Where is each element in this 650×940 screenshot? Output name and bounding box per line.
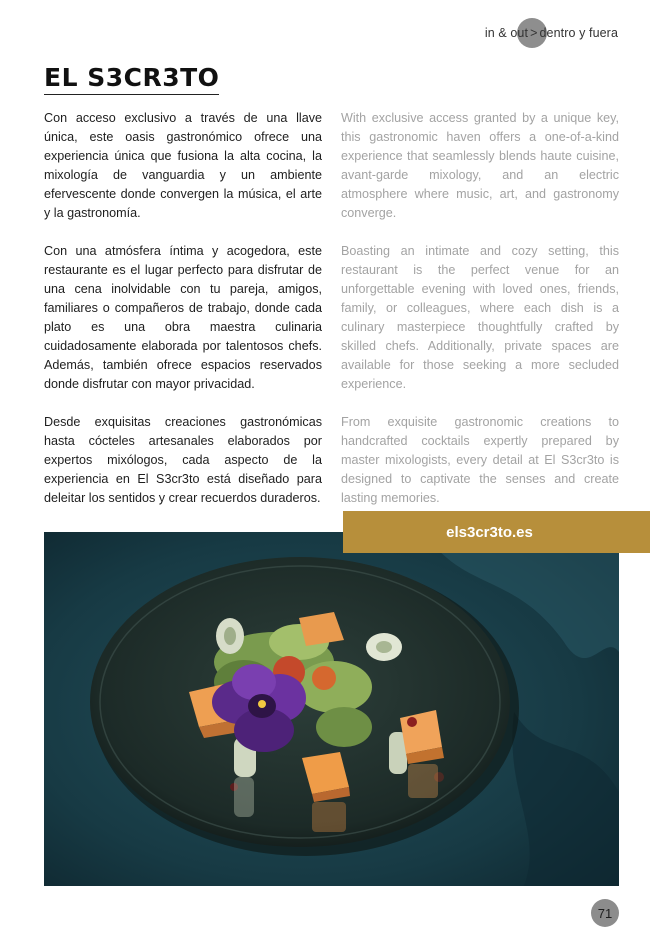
spanish-column	[44, 109, 322, 527]
section-prefix: in & out	[484, 26, 529, 40]
english-paragraph-2: Boasting an intimate and cozy setting, this restaurant is the perfect venue for an unforgettable evening with loved ones, friends, family, or colleagues, where each dish is a culinary masterpiece thoughtfully crafted by skilled chefs. Additionally, private spaces are available for those seeking a more secluded experience.	[341, 244, 619, 391]
english-column	[341, 109, 619, 527]
english-paragraph-1: With exclusive access granted by a unique key, this gastronomic haven offers a one-of-a-kind experience that seamlessly blends haute cuisine, avant-garde mixology, and an electric atmosphere where music, art, and gastronomy converge.	[341, 111, 619, 220]
page-number: 71	[597, 905, 613, 921]
website-link[interactable]: els3cr3to.es	[446, 523, 533, 541]
section-header	[485, 18, 618, 48]
english-paragraph-3: From exquisite gastronomic creations to handcrafted cocktails expertly prepared by master mixologists, every detail at El S3cr3to is designed to captivate the senses and create lasting memories.	[341, 415, 619, 505]
dish-photo-illustration	[44, 532, 619, 886]
dish-photo	[44, 532, 619, 886]
page-number-badge	[591, 899, 619, 927]
spanish-paragraph-2: Con una atmósfera íntima y acogedora, este restaurante es el lugar perfecto para disfrutar de una cena inolvidable con tu pareja, amigos, familiares o compañeros de trabajo, donde cada plato es una obra maestra culinaria cuidadosamente elaborada por talentosos chefs. Además, también ofrece espacios reservados donde disfrutar con mayor privacidad.	[44, 244, 322, 391]
article-title: EL S3CR3TO	[44, 64, 219, 95]
section-suffix: dentro y fuera	[539, 26, 618, 40]
spanish-paragraph-1: Con acceso exclusivo a través de una llave única, este oasis gastronómico ofrece una experiencia única que fusiona la alta cocina, la mixología de vanguardia y un ambiente efervescente donde convergen la música, el arte y la gastronomía.	[44, 111, 322, 220]
spanish-paragraph-3: Desde exquisitas creaciones gastronómicas hasta cócteles artesanales elaborados por expertos mixólogos, cada aspecto de la experiencia en El S3cr3to está diseñado para deleitar los sentidos y crear recuerdos duraderos.	[44, 415, 322, 505]
section-separator: >	[530, 26, 538, 40]
website-banner[interactable]	[343, 511, 650, 553]
